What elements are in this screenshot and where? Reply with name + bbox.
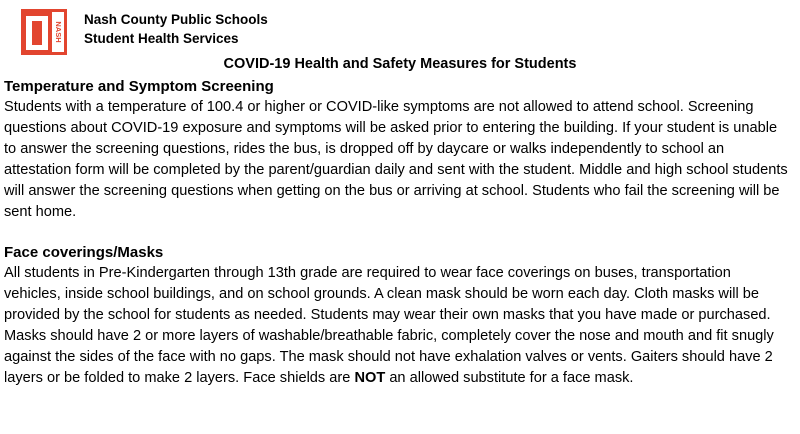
section-heading: Face coverings/Masks [4,244,164,262]
section-face-coverings [4,242,790,388]
section-heading: Temperature and Symptom Screening [4,78,274,95]
emphasis-not: NOT [354,369,386,386]
letterhead [20,8,268,56]
nash-logo [20,8,68,56]
logo-text: NASH [54,21,64,43]
section-paragraph: Students with a temperature of 100.4 or higher or COVID-like symptoms are not allowed to attend school. Screening questions about COVID-19 exposure and symptoms will be asked prior to entering the building. If your student is unable to answer the screening questions, rides the bus, is dropped off by daycare or walks independently to school an attestation form will be completed by the parent/guardian daily and sent with the student. Middle and high school students will answer the screening questions when getting on the bus or arriving at school. Students who fail the screening will be sent home. [4,99,788,220]
document-body [4,76,790,389]
org-line-2: Student Health Services [84,31,239,46]
paragraph-text-end: an allowed substitute for a face mask. [389,369,634,386]
section-paragraph [4,263,790,388]
org-line-1: Nash County Public Schools [84,12,268,27]
paragraph-text: All students in Pre-Kindergarten through 13th grade are required to wear face coverings on buses, transportation vehicles, inside school buildings, and on school grounds. A clean mask should be worn each day. Cloth masks will be provided by the school for students as needed. Students may wear their own masks that you have made or purchased. Masks should have 2 or more layers of washable/breathable fabric, completely cover the nose and mouth and fit snugly against the sides of the face with no gaps. The mask should not have exhalation valves or vents. Gaiters should have 2 layers or be folded to make 2 layers. Face shields are [4,265,774,386]
document-title: COVID-19 Health and Safety Measures for Students [223,56,577,72]
organization-name [84,10,268,48]
section-temperature-screening [4,76,790,222]
